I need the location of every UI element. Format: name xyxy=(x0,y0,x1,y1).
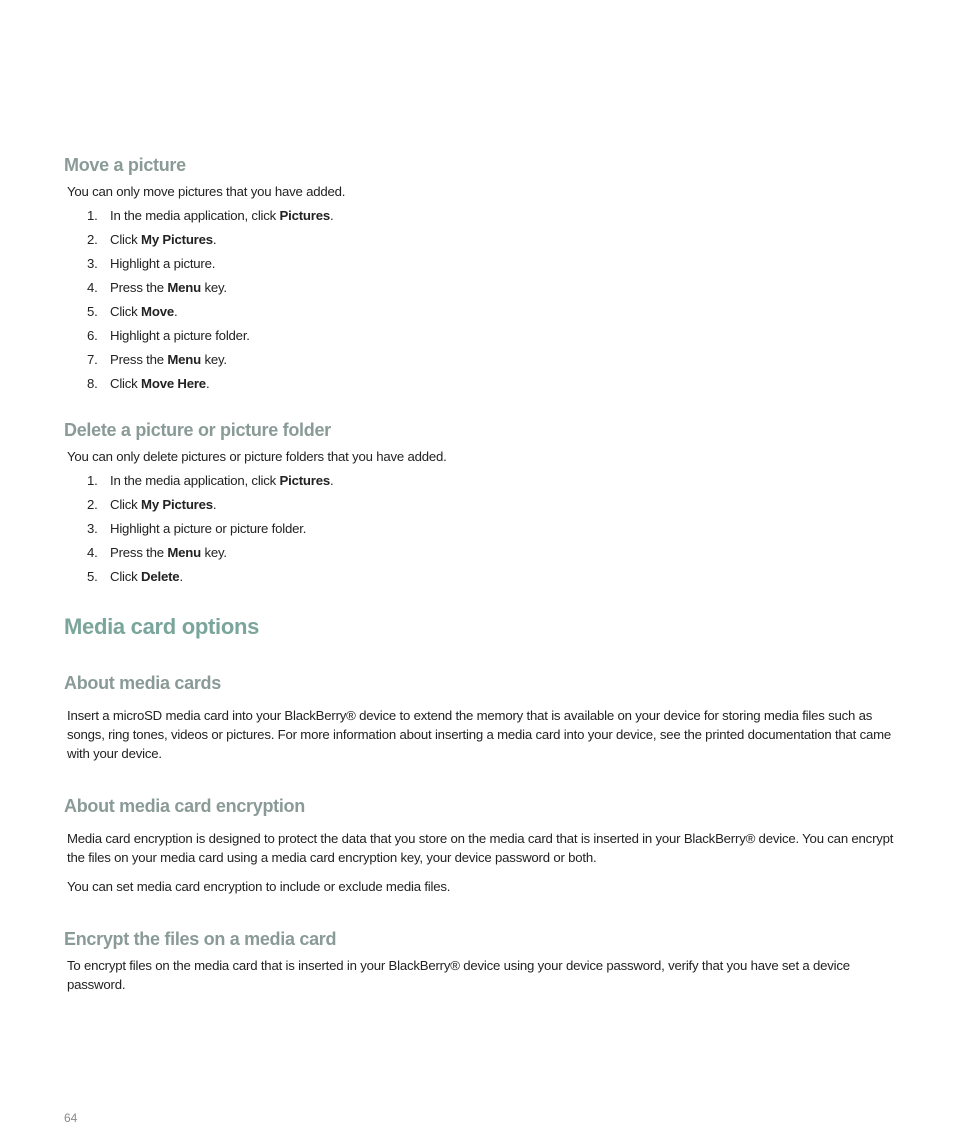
step-text xyxy=(110,328,250,344)
step-ui-term: Pictures xyxy=(279,208,330,223)
step-number: 3. xyxy=(87,521,98,536)
heading-move-a-picture: Move a picture xyxy=(64,155,186,175)
step-text-part: . xyxy=(329,473,334,488)
heading-media-card-options: Media card options xyxy=(64,614,260,639)
step-number: 2. xyxy=(87,497,98,512)
step-text-part: Press the xyxy=(110,545,168,560)
step-number: 1. xyxy=(87,473,98,488)
step-number: 3. xyxy=(87,256,98,271)
page-number: 64 xyxy=(64,1111,78,1125)
step-text-part: Highlight a picture. xyxy=(110,256,216,271)
step-text-part: Click xyxy=(110,569,142,584)
step-text xyxy=(110,280,227,296)
step-ui-term: Menu xyxy=(167,280,202,295)
step-text xyxy=(110,304,177,320)
step-text-part: . xyxy=(212,497,217,512)
step-text xyxy=(110,256,215,272)
step-text xyxy=(110,232,216,248)
heading-delete-picture: Delete a picture or picture folder xyxy=(64,420,331,440)
step-text-part: key. xyxy=(201,280,227,295)
delete-intro: You can only delete pictures or picture folders that you have added. xyxy=(67,449,447,464)
step-text xyxy=(110,352,227,368)
about-encryption-body-1: Media card encryption is designed to protect the data that you store on the media card that is inserted in your BlackBerry® device. You can encrypt the files on your media card using a media card encryption key, your device password or both. xyxy=(67,831,894,865)
step-text-part: Press the xyxy=(110,352,168,367)
step-number: 5. xyxy=(87,569,98,584)
heading-about-encryption: About media card encryption xyxy=(64,796,305,816)
step-text-part: In the media application, click xyxy=(110,473,280,488)
step-ui-term: My Pictures xyxy=(141,232,213,247)
step-ui-term: Menu xyxy=(167,545,202,560)
step-text-part: Click xyxy=(110,304,142,319)
step-text-part: key. xyxy=(201,545,227,560)
heading-about-media-cards: About media cards xyxy=(64,673,221,693)
encrypt-files-body: To encrypt files on the media card that is inserted in your BlackBerry® device using your device password, verify that you have set a device password. xyxy=(67,958,850,992)
step-number: 4. xyxy=(87,545,98,560)
step-number: 6. xyxy=(87,328,98,343)
step-number: 7. xyxy=(87,352,98,367)
step-ui-term: My Pictures xyxy=(141,497,213,512)
step-text xyxy=(110,521,306,537)
step-text xyxy=(110,376,209,392)
step-ui-term: Pictures xyxy=(279,473,330,488)
step-ui-term: Delete xyxy=(141,569,180,584)
about-media-cards-body: Insert a microSD media card into your BlackBerry® device to extend the memory that is available on your device for storing media files such as songs, ring tones, videos or pictures. For more information about inserting a media card into your device, see the printed documentation that came with your device. xyxy=(67,708,892,761)
step-text-part: . xyxy=(205,376,210,391)
heading-encrypt-files: Encrypt the files on a media card xyxy=(64,929,337,949)
move-intro: You can only move pictures that you have added. xyxy=(67,184,346,199)
step-text-part: In the media application, click xyxy=(110,208,280,223)
step-text xyxy=(110,208,333,224)
step-ui-term: Move xyxy=(141,304,174,319)
step-number: 2. xyxy=(87,232,98,247)
step-text-part: . xyxy=(173,304,178,319)
step-text-part: Click xyxy=(110,376,142,391)
step-text-part: key. xyxy=(201,352,227,367)
step-text xyxy=(110,473,333,489)
step-text-part: Click xyxy=(110,232,142,247)
step-text xyxy=(110,569,183,585)
step-number: 4. xyxy=(87,280,98,295)
step-number: 1. xyxy=(87,208,98,223)
step-text-part: Highlight a picture folder. xyxy=(110,328,250,343)
step-text-part: Click xyxy=(110,497,142,512)
step-ui-term: Move Here xyxy=(141,376,206,391)
about-encryption-body-2: You can set media card encryption to include or exclude media files. xyxy=(67,879,451,894)
step-number: 8. xyxy=(87,376,98,391)
step-text-part: Press the xyxy=(110,280,168,295)
step-text-part: Highlight a picture or picture folder. xyxy=(110,521,307,536)
step-number: 5. xyxy=(87,304,98,319)
step-text xyxy=(110,497,216,513)
step-text-part: . xyxy=(329,208,334,223)
step-text xyxy=(110,545,227,561)
step-text-part: . xyxy=(179,569,183,584)
step-text-part: . xyxy=(212,232,217,247)
step-ui-term: Menu xyxy=(167,352,202,367)
